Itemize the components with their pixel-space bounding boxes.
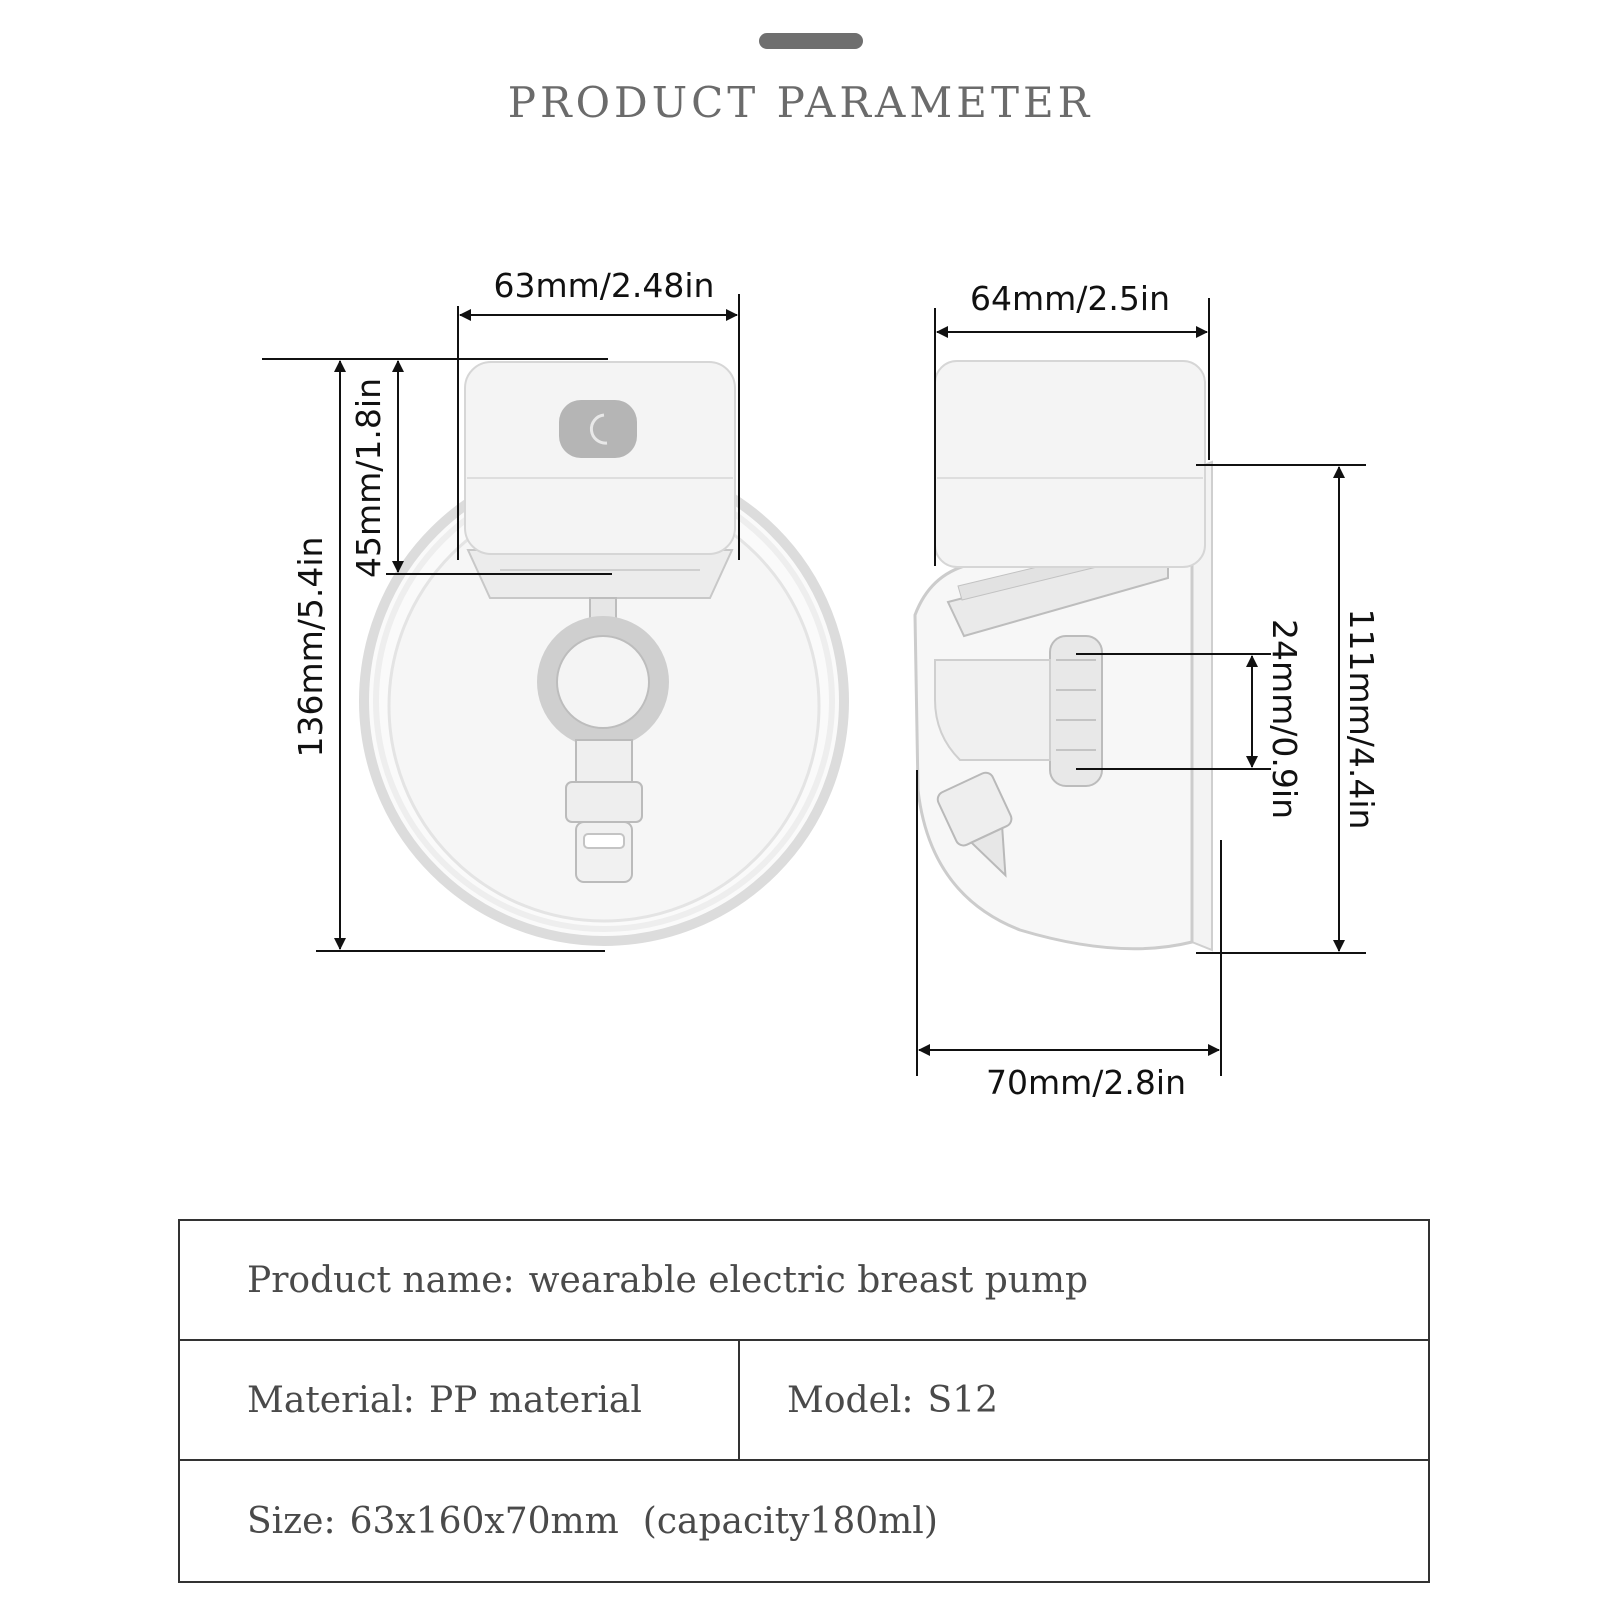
size-cell [180, 1461, 1428, 1581]
side-view [915, 361, 1212, 950]
spec-table [178, 1219, 1430, 1583]
flange-height-label: 111mm/4.4in [1342, 608, 1381, 830]
size-value: 63x160x70mm [349, 1500, 619, 1542]
side-top-width-label: 64mm/2.5in [970, 279, 1170, 318]
model-label: Model: [787, 1379, 914, 1421]
nipple-diameter-label: 24mm/0.9in [1265, 619, 1304, 819]
front-width-label: 63mm/2.48in [493, 266, 715, 305]
product-name-cell [180, 1221, 1428, 1339]
power-button-icon[interactable] [559, 400, 637, 458]
material-value: PP material [428, 1379, 642, 1421]
table-row [180, 1461, 1428, 1581]
motor-height-label: 45mm/1.8in [349, 378, 388, 578]
table-row [180, 1341, 1428, 1461]
size-label: Size: [247, 1500, 336, 1542]
product-name-label: Product name: [247, 1259, 515, 1301]
material-cell [180, 1341, 740, 1459]
capacity-value: (capacity180ml) [642, 1500, 938, 1542]
side-bottom-width-label: 70mm/2.8in [986, 1063, 1186, 1102]
table-row [180, 1221, 1428, 1341]
product-name-value: wearable electric breast pump [528, 1259, 1089, 1301]
model-cell [740, 1341, 1430, 1459]
material-label: Material: [247, 1379, 415, 1421]
page-title: PRODUCT PARAMETER [507, 78, 1094, 127]
model-value: S12 [927, 1379, 999, 1421]
front-height-label: 136mm/5.4in [291, 536, 330, 758]
